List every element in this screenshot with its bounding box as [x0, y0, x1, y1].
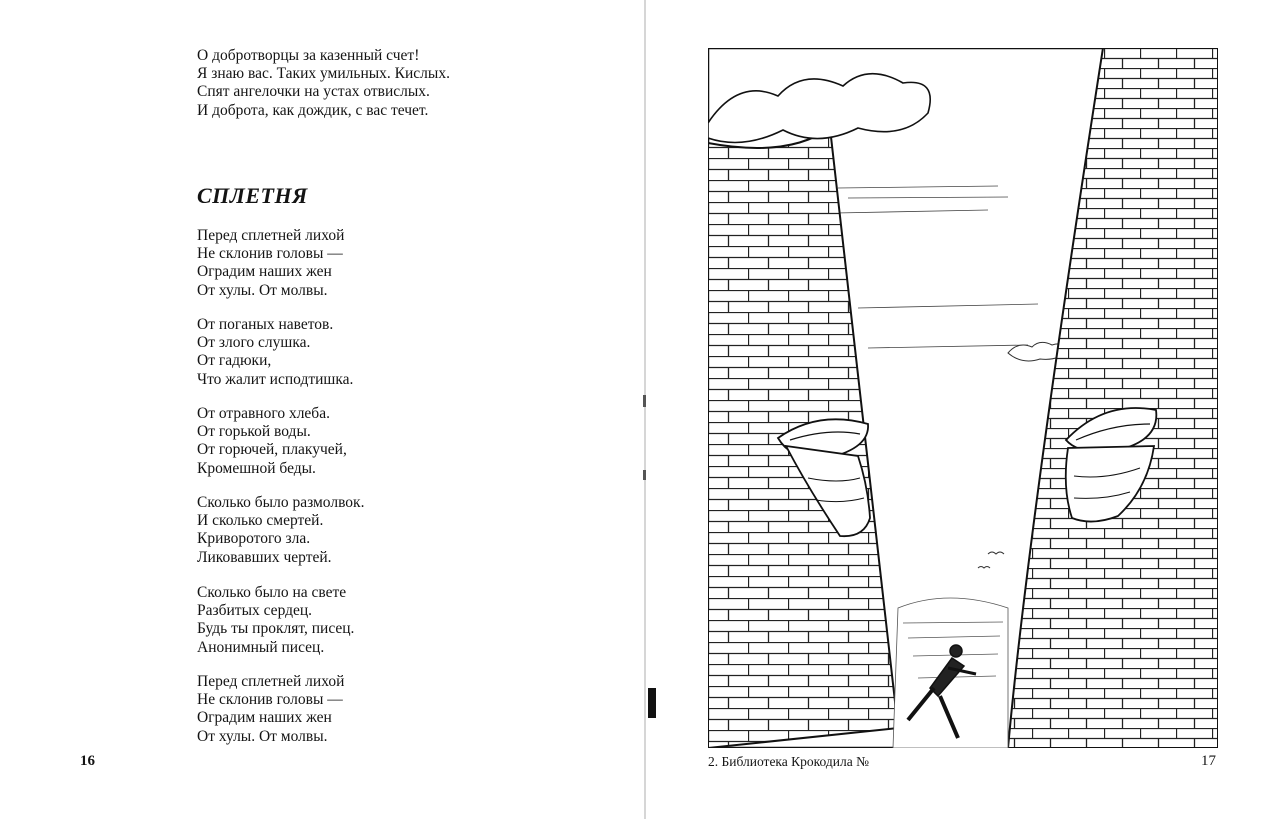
poem-line: Я знаю вас. Таких умильных. Кислых. [197, 65, 450, 83]
binding-mark [643, 395, 646, 407]
poem-line: И сколько смертей. [197, 512, 324, 530]
poem-line: От злого слушка. [197, 334, 311, 352]
poem-line: От гадюки, [197, 352, 272, 370]
poem-line: Ликовавших чертей. [197, 548, 332, 566]
poem-line: Перед сплетней лихой [197, 673, 345, 690]
poem-line: И доброта, как дождик, с вас течет. [197, 101, 429, 119]
poem-line: Сколько было на свете [197, 584, 347, 601]
page-number-right: 17 [1201, 753, 1216, 769]
figure-caption: 2. Библиотека Крокодила № [708, 754, 869, 769]
stanza-4 [197, 494, 364, 567]
poem-line: Криворотого зла. [197, 530, 311, 548]
poem-line: Что жалит исподтишка. [197, 370, 354, 388]
poem-line: Не склонив головы — [197, 691, 343, 709]
opening-stanza [197, 47, 450, 120]
poem-line: Оградим наших жен [197, 709, 332, 727]
poem-line: Анонимный писец. [197, 638, 325, 656]
poem-line: Разбитых сердец. [197, 602, 313, 620]
stanza-1 [197, 227, 344, 300]
page-number-left: 16 [80, 753, 95, 769]
poem-line: О добротворцы за казенный счет! [197, 47, 420, 64]
poem-line: Будь ты проклят, писец. [197, 620, 355, 638]
poem-line: От хулы. От молвы. [197, 727, 328, 745]
poem-line: От горькой воды. [197, 423, 311, 441]
poem-line: От горючей, плакучей, [197, 441, 347, 459]
poem-line: Не склонив головы — [197, 245, 343, 263]
stanza-5 [197, 584, 354, 657]
stanza-3 [197, 405, 347, 478]
poem-line: Сколько было размолвок. [197, 494, 365, 511]
poem-line: От отравного хлеба. [197, 405, 330, 422]
poem-line: От хулы. От молвы. [197, 281, 328, 299]
poem-line: Оградим наших жен [197, 263, 332, 281]
poem-line: Спят ангелочки на устах отвислых. [197, 83, 430, 101]
book-gutter [644, 0, 646, 819]
stanza-6 [197, 673, 344, 746]
binding-mark [648, 688, 656, 718]
poem-line: От поганых наветов. [197, 316, 334, 333]
illustration [708, 48, 1218, 748]
poem-title: СПЛЕТНЯ [197, 183, 308, 208]
poem-line: Перед сплетней лихой [197, 227, 345, 244]
binding-mark [643, 470, 646, 480]
poem-line: Кромешной беды. [197, 459, 316, 477]
stanza-2 [197, 316, 353, 389]
